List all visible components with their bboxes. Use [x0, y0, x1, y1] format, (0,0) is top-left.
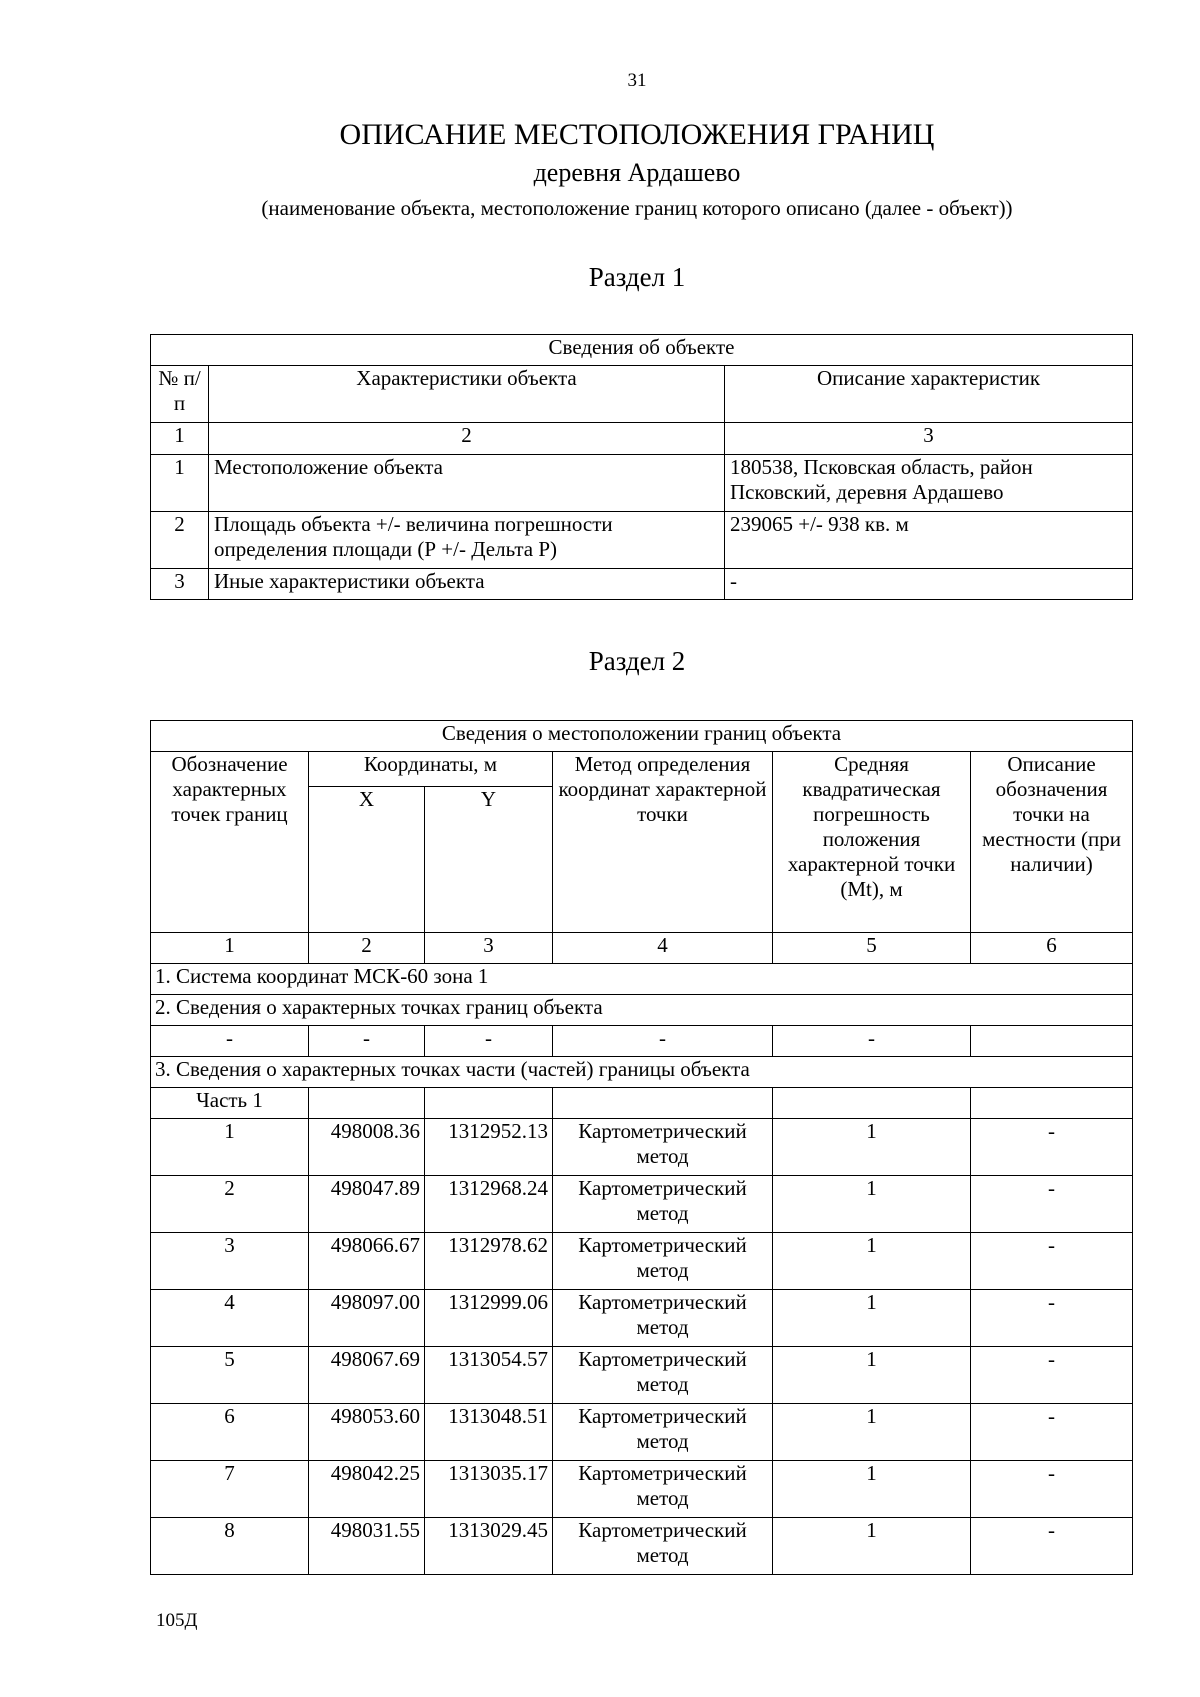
boundary-points-table	[150, 720, 1133, 1575]
header-point-description: Описание обозначения точки на местности (при наличии)	[971, 752, 1133, 933]
col-number: 1	[151, 423, 209, 455]
header-coordinates: Координаты, м	[309, 752, 553, 787]
row-characteristic: Иные характеристики объекта	[209, 569, 725, 600]
point-method: Картометрический метод	[553, 1176, 773, 1233]
point-y: 1312999.06	[425, 1290, 553, 1347]
table1-caption: Сведения об объекте	[151, 335, 1133, 366]
point-number: 8	[151, 1518, 309, 1575]
point-method: Картометрический метод	[553, 1119, 773, 1176]
point-number: 1	[151, 1119, 309, 1176]
header-x: X	[309, 787, 425, 933]
point-x: 498008.36	[309, 1119, 425, 1176]
point-y: 1312978.62	[425, 1233, 553, 1290]
point-desc: -	[971, 1518, 1133, 1575]
point-number: 4	[151, 1290, 309, 1347]
col-number: 5	[773, 933, 971, 964]
row-num: 1	[151, 455, 209, 512]
point-desc: -	[971, 1347, 1133, 1404]
row-description: 239065 +/- 938 кв. м	[725, 512, 1133, 569]
point-method: Картометрический метод	[553, 1518, 773, 1575]
table-row	[151, 1119, 1133, 1176]
table-row	[151, 455, 1133, 512]
row-characteristic: Местоположение объекта	[209, 455, 725, 512]
dash-cell: -	[425, 1026, 553, 1057]
point-x: 498042.25	[309, 1461, 425, 1518]
table2-caption: Сведения о местоположении границ объекта	[151, 721, 1133, 752]
point-mt: 1	[773, 1290, 971, 1347]
empty-cell	[425, 1088, 553, 1119]
empty-cell	[773, 1088, 971, 1119]
object-name: деревня Ардашево	[533, 158, 741, 187]
table-row	[151, 512, 1133, 569]
header-num: № п/п	[151, 366, 209, 423]
row-characteristic: Площадь объекта +/- величина погрешности определения площади (Р +/- Дельта Р)	[209, 512, 725, 569]
point-mt: 1	[773, 1461, 971, 1518]
point-method: Картометрический метод	[553, 1404, 773, 1461]
header-characteristics: Характеристики объекта	[209, 366, 725, 423]
table-row	[151, 1026, 1133, 1057]
point-desc: -	[971, 1176, 1133, 1233]
document-title: ОПИСАНИЕ МЕСТОПОЛОЖЕНИЯ ГРАНИЦ	[339, 118, 935, 151]
point-y: 1313054.57	[425, 1347, 553, 1404]
col-number: 1	[151, 933, 309, 964]
table-row	[151, 569, 1133, 600]
dash-cell	[971, 1026, 1133, 1057]
point-mt: 1	[773, 1347, 971, 1404]
table-row	[151, 1290, 1133, 1347]
col-number: 6	[971, 933, 1133, 964]
point-number: 2	[151, 1176, 309, 1233]
point-method: Картометрический метод	[553, 1233, 773, 1290]
point-x: 498047.89	[309, 1176, 425, 1233]
row-num: 2	[151, 512, 209, 569]
point-y: 1313029.45	[425, 1518, 553, 1575]
col-number: 3	[425, 933, 553, 964]
row-description: 180538, Псковская область, район Псковский, деревня Ардашево	[725, 455, 1133, 512]
header-description: Описание характеристик	[725, 366, 1133, 423]
part-label: Часть 1	[151, 1088, 309, 1119]
point-desc: -	[971, 1119, 1133, 1176]
point-x: 498097.00	[309, 1290, 425, 1347]
section1-title: Раздел 1	[588, 262, 686, 292]
point-y: 1313048.51	[425, 1404, 553, 1461]
dash-cell: -	[553, 1026, 773, 1057]
point-desc: -	[971, 1233, 1133, 1290]
footer-code: 105Д	[156, 1610, 198, 1631]
part-points-title: 3. Сведения о характерных точках части (частей) границы объекта	[151, 1057, 1133, 1088]
col-number: 2	[209, 423, 725, 455]
point-method: Картометрический метод	[553, 1290, 773, 1347]
dash-cell: -	[773, 1026, 971, 1057]
table-row	[151, 1176, 1133, 1233]
row-description: -	[725, 569, 1133, 600]
header-method: Метод определения координат характерной точки	[553, 752, 773, 933]
point-y: 1313035.17	[425, 1461, 553, 1518]
col-number: 4	[553, 933, 773, 964]
point-number: 6	[151, 1404, 309, 1461]
point-x: 498053.60	[309, 1404, 425, 1461]
point-y: 1312952.13	[425, 1119, 553, 1176]
header-y: Y	[425, 787, 553, 933]
point-number: 7	[151, 1461, 309, 1518]
point-mt: 1	[773, 1233, 971, 1290]
point-desc: -	[971, 1461, 1133, 1518]
point-method: Картометрический метод	[553, 1347, 773, 1404]
table-row	[151, 1347, 1133, 1404]
point-y: 1312968.24	[425, 1176, 553, 1233]
table-row	[151, 1233, 1133, 1290]
col-number: 3	[725, 423, 1133, 455]
section2-title: Раздел 2	[588, 646, 686, 676]
table-row	[151, 1518, 1133, 1575]
point-mt: 1	[773, 1518, 971, 1575]
point-x: 498067.69	[309, 1347, 425, 1404]
point-x: 498066.67	[309, 1233, 425, 1290]
point-desc: -	[971, 1290, 1133, 1347]
empty-cell	[971, 1088, 1133, 1119]
point-x: 498031.55	[309, 1518, 425, 1575]
table-row	[151, 1461, 1133, 1518]
dash-cell: -	[151, 1026, 309, 1057]
point-mt: 1	[773, 1176, 971, 1233]
object-info-table	[150, 334, 1133, 600]
point-number: 5	[151, 1347, 309, 1404]
row-num: 3	[151, 569, 209, 600]
coord-system: 1. Система координат МСК-60 зона 1	[151, 964, 1133, 995]
boundary-points-title: 2. Сведения о характерных точках границ объекта	[151, 995, 1133, 1026]
page-number: 31	[627, 70, 647, 91]
header-error: Средняя квадратическая погрешность положения характерной точки (Mt), м	[773, 752, 971, 933]
point-desc: -	[971, 1404, 1133, 1461]
point-method: Картометрический метод	[553, 1461, 773, 1518]
col-number: 2	[309, 933, 425, 964]
empty-cell	[309, 1088, 425, 1119]
table-row	[151, 1404, 1133, 1461]
empty-cell	[553, 1088, 773, 1119]
point-number: 3	[151, 1233, 309, 1290]
point-mt: 1	[773, 1404, 971, 1461]
dash-cell: -	[309, 1026, 425, 1057]
point-mt: 1	[773, 1119, 971, 1176]
object-note: (наименование объекта, местоположение границ которого описано (далее - объект))	[261, 196, 1013, 220]
header-designation: Обозначение характерных точек границ	[151, 752, 309, 933]
